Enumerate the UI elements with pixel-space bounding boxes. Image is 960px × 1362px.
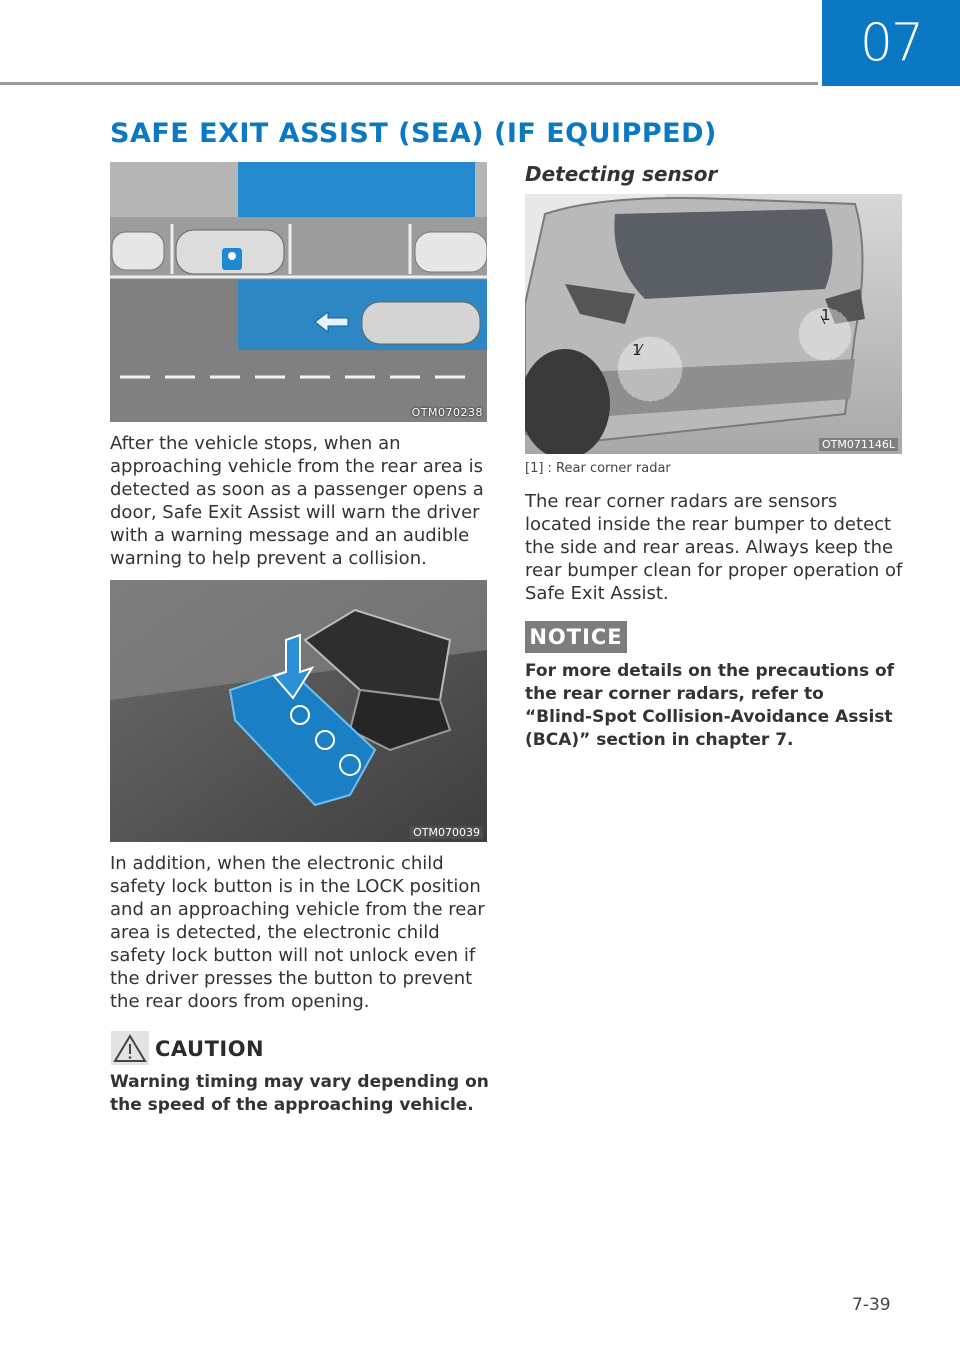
- notice-badge: NOTICE: [525, 621, 627, 653]
- figure-code: OTM070039: [410, 826, 483, 839]
- paragraph-rear-radar: The rear corner radars are sensors located inside the rear bumper to detect the side and rear areas. Always keep the rear bumper clean for proper operation of Safe Exit Assist.: [525, 491, 903, 604]
- figure-legend: [1] : Rear corner radar: [525, 461, 671, 476]
- detecting-sensor-heading: Detecting sensor: [525, 162, 718, 186]
- radar-callout-right: 1: [821, 306, 831, 324]
- rear-radar-illustration: [525, 194, 902, 454]
- figure-rear-corner-radar: [525, 194, 902, 454]
- figure-code: OTM071146L: [819, 438, 898, 451]
- caution-warning-icon: [111, 1031, 149, 1065]
- paragraph-child-lock: In addition, when the electronic child safety lock button is in the LOCK position and an approaching vehicle from the rear area is detected, the electronic child safety lock button will not unlock even if the driver presses the button to prevent the rear doors from opening.: [110, 853, 485, 1012]
- section-title: SAFE EXIT ASSIST (SEA) (IF EQUIPPED): [110, 118, 717, 149]
- figure-code: OTM070238: [411, 406, 483, 419]
- paragraph-sea-description: After the vehicle stops, when an approaching vehicle from the rear area is detected as soon as a passenger opens a door, Safe Exit Assist will warn the driver with a warning message and an audible warning to help prevent a collision.: [110, 433, 484, 569]
- header-rule: [0, 82, 818, 85]
- figure-sea-overview: [110, 162, 487, 422]
- chapter-number-tab: 07: [822, 0, 960, 86]
- caution-title: CAUTION: [155, 1037, 265, 1061]
- caution-text: Warning timing may vary depending on the speed of the approaching vehicle.: [110, 1072, 489, 1115]
- page-number: 7-39: [852, 1295, 891, 1315]
- figure-child-lock-button: [110, 580, 487, 842]
- notice-text: For more details on the precautions of the rear corner radars, refer to “Blind-Spot Collision-Avoidance Assist (BCA)” section in chapter 7.: [525, 661, 895, 750]
- child-lock-illustration: [110, 580, 487, 842]
- sea-overview-illustration: [110, 162, 487, 422]
- radar-callout-left: 1: [632, 341, 642, 359]
